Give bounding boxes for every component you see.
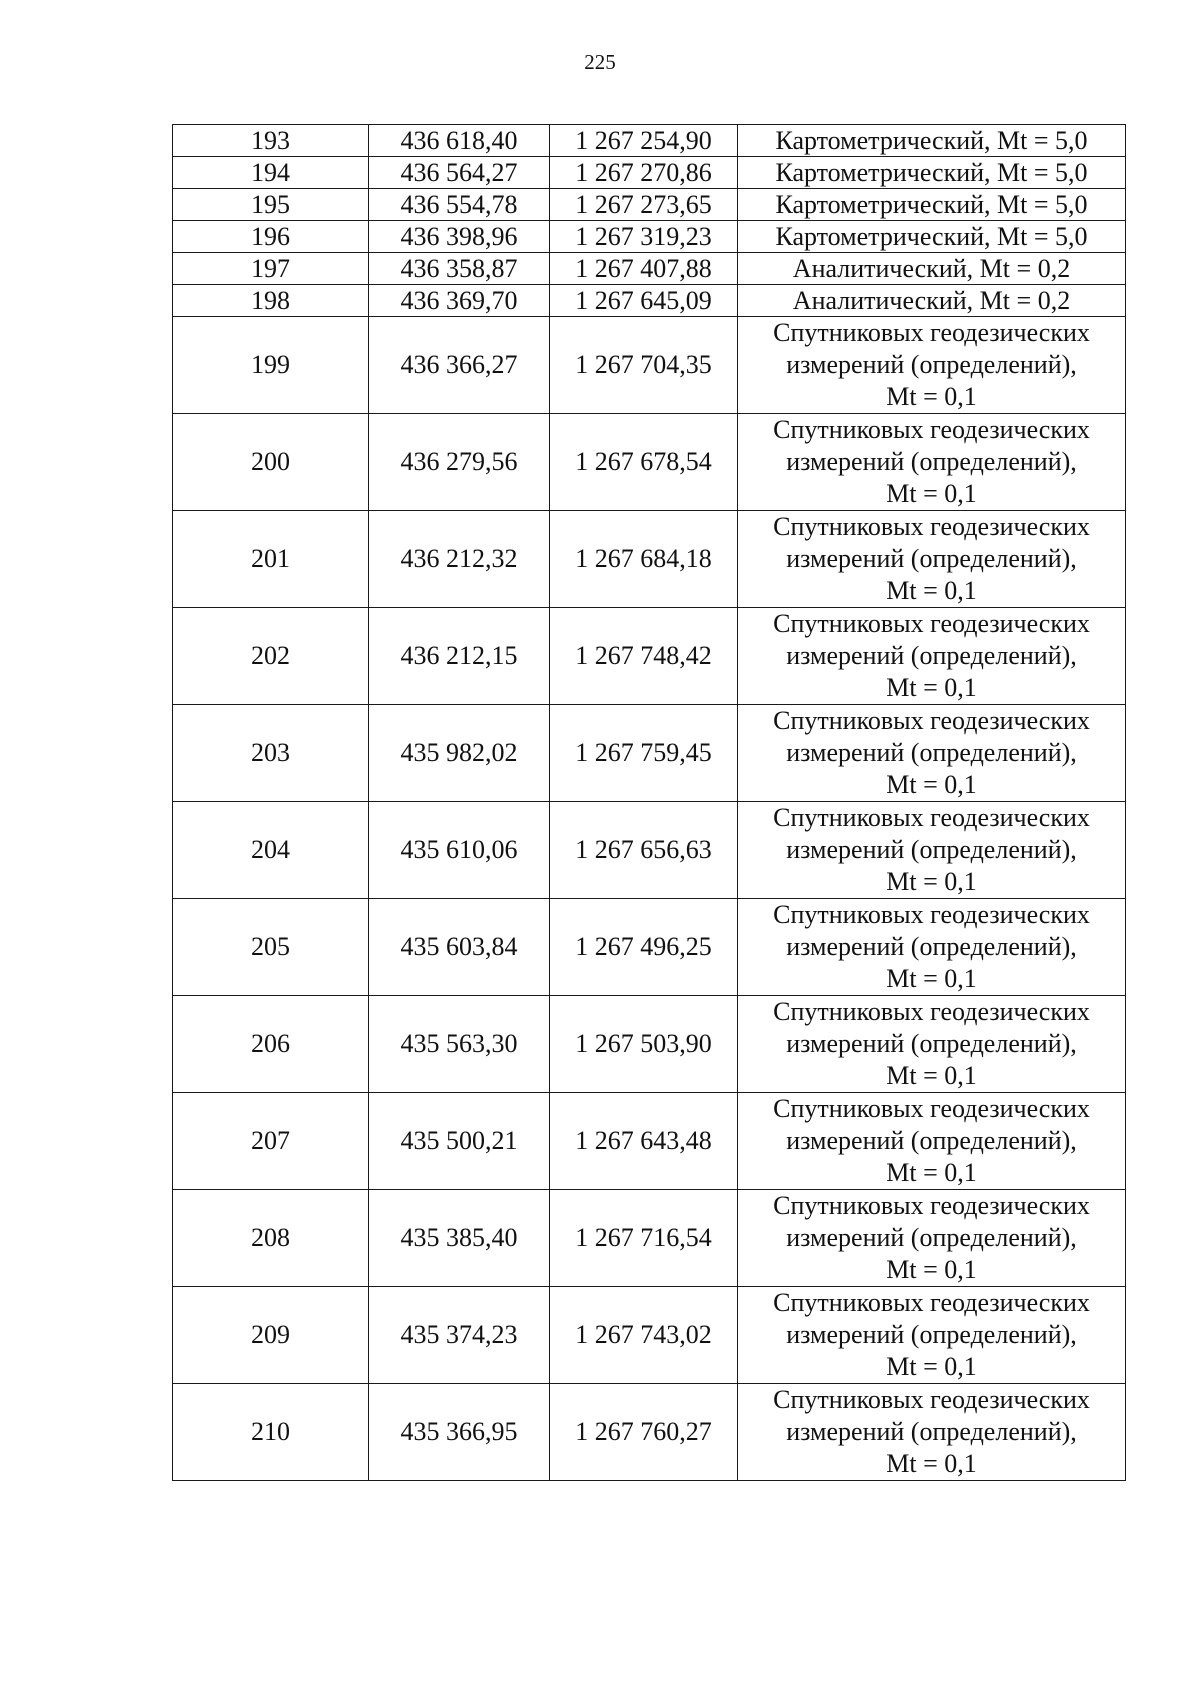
method-cell bbox=[738, 189, 1126, 221]
y-coordinate-cell: 1 267 684,18 bbox=[550, 511, 738, 608]
method-line: Спутниковых геодезических bbox=[773, 803, 1090, 832]
x-coordinate-cell: 435 603,84 bbox=[369, 899, 550, 996]
method-line: Mt = 0,1 bbox=[886, 479, 977, 508]
point-number-cell: 199 bbox=[173, 317, 369, 414]
method-cell bbox=[738, 608, 1126, 705]
method-line: измерений (определений), bbox=[786, 1417, 1077, 1446]
method-line: Mt = 0,1 bbox=[886, 673, 977, 702]
table-row bbox=[173, 1287, 1126, 1384]
y-coordinate-cell: 1 267 503,90 bbox=[550, 996, 738, 1093]
method-line: измерений (определений), bbox=[786, 641, 1077, 670]
y-coordinate-cell: 1 267 678,54 bbox=[550, 414, 738, 511]
y-coordinate-cell: 1 267 496,25 bbox=[550, 899, 738, 996]
point-number-cell: 194 bbox=[173, 157, 369, 189]
method-cell bbox=[738, 157, 1126, 189]
method-line: измерений (определений), bbox=[786, 1320, 1077, 1349]
y-coordinate-cell: 1 267 716,54 bbox=[550, 1190, 738, 1287]
point-number-cell: 200 bbox=[173, 414, 369, 511]
method-line: Mt = 0,1 bbox=[886, 576, 977, 605]
method-line: Mt = 0,1 bbox=[886, 1061, 977, 1090]
table-row bbox=[173, 511, 1126, 608]
table-row bbox=[173, 414, 1126, 511]
method-line: Спутниковых геодезических bbox=[773, 706, 1090, 735]
method-line: Картометрический, Mt = 5,0 bbox=[775, 221, 1088, 251]
y-coordinate-cell: 1 267 407,88 bbox=[550, 253, 738, 285]
table-row bbox=[173, 157, 1126, 189]
x-coordinate-cell: 436 618,40 bbox=[369, 125, 550, 157]
method-cell bbox=[738, 899, 1126, 996]
method-line: измерений (определений), bbox=[786, 738, 1077, 767]
y-coordinate-cell: 1 267 759,45 bbox=[550, 705, 738, 802]
x-coordinate-cell: 435 610,06 bbox=[369, 802, 550, 899]
method-line: Аналитический, Mt = 0,2 bbox=[792, 285, 1071, 315]
point-number-cell: 203 bbox=[173, 705, 369, 802]
method-line: Спутниковых геодезических bbox=[773, 415, 1090, 444]
method-line: Mt = 0,1 bbox=[886, 964, 977, 993]
point-number-cell: 208 bbox=[173, 1190, 369, 1287]
y-coordinate-cell: 1 267 656,63 bbox=[550, 802, 738, 899]
table-row bbox=[173, 189, 1126, 221]
table-body bbox=[173, 125, 1126, 1481]
method-line: Mt = 0,1 bbox=[886, 1449, 977, 1478]
table-row bbox=[173, 1190, 1126, 1287]
point-number-cell: 204 bbox=[173, 802, 369, 899]
y-coordinate-cell: 1 267 273,65 bbox=[550, 189, 738, 221]
method-cell bbox=[738, 1190, 1126, 1287]
method-line: измерений (определений), bbox=[786, 1029, 1077, 1058]
y-coordinate-cell: 1 267 254,90 bbox=[550, 125, 738, 157]
table-row bbox=[173, 899, 1126, 996]
y-coordinate-cell: 1 267 270,86 bbox=[550, 157, 738, 189]
method-line: Спутниковых геодезических bbox=[773, 997, 1090, 1026]
method-line: измерений (определений), bbox=[786, 1126, 1077, 1155]
point-number-cell: 206 bbox=[173, 996, 369, 1093]
method-line: Спутниковых геодезических bbox=[773, 1385, 1090, 1414]
table-row bbox=[173, 253, 1126, 285]
point-number-cell: 209 bbox=[173, 1287, 369, 1384]
method-line: Спутниковых геодезических bbox=[773, 512, 1090, 541]
x-coordinate-cell: 436 554,78 bbox=[369, 189, 550, 221]
x-coordinate-cell: 435 374,23 bbox=[369, 1287, 550, 1384]
method-line: измерений (определений), bbox=[786, 447, 1077, 476]
method-cell bbox=[738, 285, 1126, 317]
method-line: Спутниковых геодезических bbox=[773, 900, 1090, 929]
point-number-cell: 197 bbox=[173, 253, 369, 285]
x-coordinate-cell: 435 366,95 bbox=[369, 1384, 550, 1481]
table-row bbox=[173, 608, 1126, 705]
x-coordinate-cell: 436 279,56 bbox=[369, 414, 550, 511]
method-line: Mt = 0,1 bbox=[886, 1255, 977, 1284]
method-cell bbox=[738, 705, 1126, 802]
table-row bbox=[173, 285, 1126, 317]
x-coordinate-cell: 435 500,21 bbox=[369, 1093, 550, 1190]
y-coordinate-cell: 1 267 319,23 bbox=[550, 221, 738, 253]
method-line: Спутниковых геодезических bbox=[773, 609, 1090, 638]
method-line: измерений (определений), bbox=[786, 544, 1077, 573]
table-row bbox=[173, 125, 1126, 157]
point-number-cell: 198 bbox=[173, 285, 369, 317]
method-line: измерений (определений), bbox=[786, 932, 1077, 961]
table-row bbox=[173, 221, 1126, 253]
method-line: Спутниковых геодезических bbox=[773, 318, 1090, 347]
y-coordinate-cell: 1 267 645,09 bbox=[550, 285, 738, 317]
x-coordinate-cell: 436 366,27 bbox=[369, 317, 550, 414]
x-coordinate-cell: 435 982,02 bbox=[369, 705, 550, 802]
y-coordinate-cell: 1 267 704,35 bbox=[550, 317, 738, 414]
method-cell bbox=[738, 414, 1126, 511]
table-row bbox=[173, 802, 1126, 899]
table-row bbox=[173, 1093, 1126, 1190]
method-line: Картометрический, Mt = 5,0 bbox=[775, 125, 1088, 155]
x-coordinate-cell: 436 369,70 bbox=[369, 285, 550, 317]
method-cell bbox=[738, 996, 1126, 1093]
method-line: Mt = 0,1 bbox=[886, 382, 977, 411]
method-line: Mt = 0,1 bbox=[886, 1352, 977, 1381]
method-cell bbox=[738, 125, 1126, 157]
method-line: измерений (определений), bbox=[786, 350, 1077, 379]
x-coordinate-cell: 435 563,30 bbox=[369, 996, 550, 1093]
table-row bbox=[173, 317, 1126, 414]
method-line: Спутниковых геодезических bbox=[773, 1191, 1090, 1220]
x-coordinate-cell: 435 385,40 bbox=[369, 1190, 550, 1287]
point-number-cell: 195 bbox=[173, 189, 369, 221]
y-coordinate-cell: 1 267 743,02 bbox=[550, 1287, 738, 1384]
method-line: Mt = 0,1 bbox=[886, 1158, 977, 1187]
point-number-cell: 210 bbox=[173, 1384, 369, 1481]
point-number-cell: 193 bbox=[173, 125, 369, 157]
table-row bbox=[173, 996, 1126, 1093]
y-coordinate-cell: 1 267 643,48 bbox=[550, 1093, 738, 1190]
x-coordinate-cell: 436 212,15 bbox=[369, 608, 550, 705]
x-coordinate-cell: 436 564,27 bbox=[369, 157, 550, 189]
point-number-cell: 202 bbox=[173, 608, 369, 705]
page-number: 225 bbox=[584, 50, 616, 74]
method-line: Аналитический, Mt = 0,2 bbox=[792, 253, 1071, 283]
table-row bbox=[173, 1384, 1126, 1481]
method-cell bbox=[738, 1384, 1126, 1481]
method-cell bbox=[738, 221, 1126, 253]
method-line: Mt = 0,1 bbox=[886, 770, 977, 799]
y-coordinate-cell: 1 267 748,42 bbox=[550, 608, 738, 705]
method-cell bbox=[738, 1287, 1126, 1384]
method-line: Спутниковых геодезических bbox=[773, 1288, 1090, 1317]
method-line: измерений (определений), bbox=[786, 1223, 1077, 1252]
table-row bbox=[173, 705, 1126, 802]
point-number-cell: 201 bbox=[173, 511, 369, 608]
method-cell bbox=[738, 253, 1126, 285]
point-number-cell: 205 bbox=[173, 899, 369, 996]
point-number-cell: 196 bbox=[173, 221, 369, 253]
point-number-cell: 207 bbox=[173, 1093, 369, 1190]
coordinates-table bbox=[172, 124, 1126, 1481]
method-cell bbox=[738, 802, 1126, 899]
method-line: Mt = 0,1 bbox=[886, 867, 977, 896]
x-coordinate-cell: 436 398,96 bbox=[369, 221, 550, 253]
method-line: Картометрический, Mt = 5,0 bbox=[775, 157, 1088, 187]
y-coordinate-cell: 1 267 760,27 bbox=[550, 1384, 738, 1481]
method-line: измерений (определений), bbox=[786, 835, 1077, 864]
method-cell bbox=[738, 317, 1126, 414]
method-cell bbox=[738, 511, 1126, 608]
x-coordinate-cell: 436 212,32 bbox=[369, 511, 550, 608]
method-line: Картометрический, Mt = 5,0 bbox=[775, 189, 1088, 219]
x-coordinate-cell: 436 358,87 bbox=[369, 253, 550, 285]
method-line: Спутниковых геодезических bbox=[773, 1094, 1090, 1123]
method-cell bbox=[738, 1093, 1126, 1190]
